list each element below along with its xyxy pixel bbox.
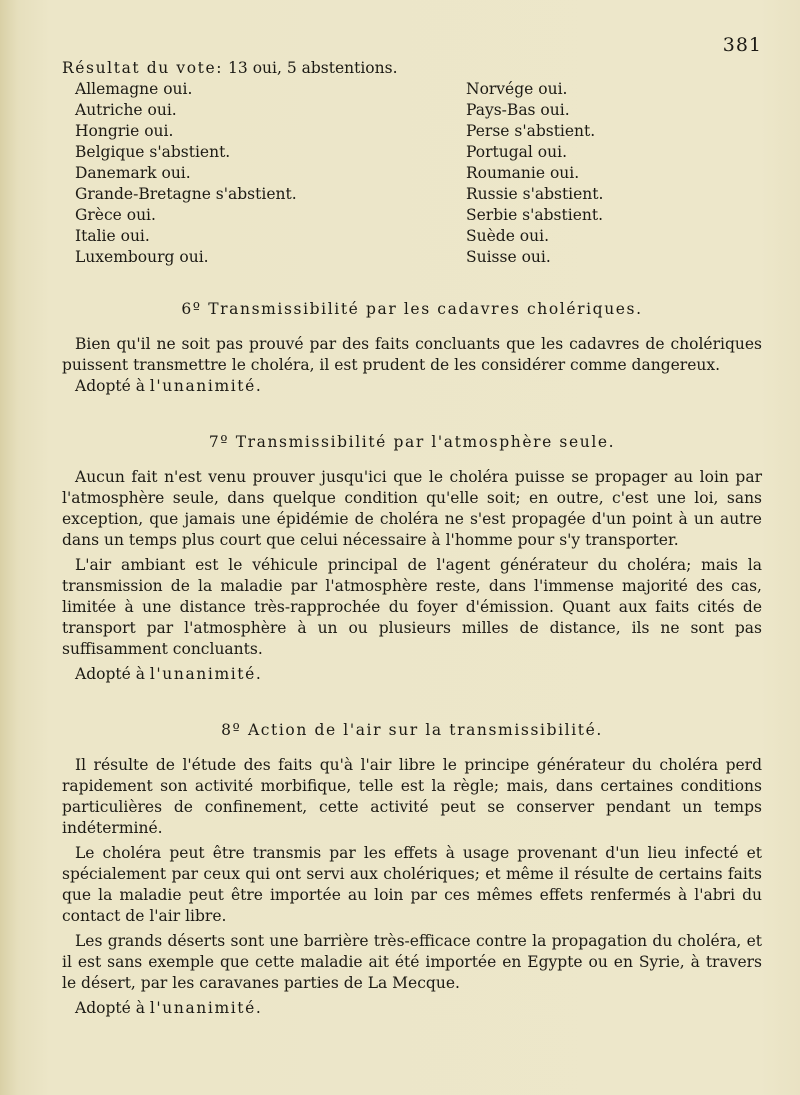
vote-entry: Danemark oui. [75, 164, 191, 182]
vote-entry: Suisse oui. [466, 248, 551, 266]
vote-entry: Pays-Bas oui. [466, 101, 570, 119]
adopted-unanimity: l'unanimité. [149, 665, 263, 683]
section-6-title: 6º Transmissibilité par les cadavres cholériques. [181, 300, 643, 318]
section-6-adopted [62, 376, 762, 397]
vote-entry: Portugal oui. [466, 143, 567, 161]
vote-list-left [62, 79, 466, 268]
vote-list-right [466, 79, 762, 268]
vote-result-header [62, 58, 762, 79]
vote-entry: Grèce oui. [75, 206, 156, 224]
vote-entry: Belgique s'abstient. [75, 143, 231, 161]
vote-entry: Russie s'abstient. [466, 185, 604, 203]
vote-entry: Autriche oui. [75, 101, 177, 119]
vote-entry: Suède oui. [466, 227, 549, 245]
vote-entry: Grande-Bretagne s'abstient. [75, 185, 297, 203]
document-body [62, 58, 762, 1019]
vote-entry: Roumanie oui. [466, 164, 580, 182]
section-8-paragraph-2: Le choléra peut être transmis par les effets à usage provenant d'un lieu infecté et spécialement par ceux qui ont servi aux cholériques; et même il résulte de certains faits que la maladie peut être importée au loin par ces mêmes effets renfermés à l'abri du contact de l'air libre. [62, 844, 762, 925]
adopted-unanimity: l'unanimité. [149, 999, 263, 1017]
vote-entry: Luxembourg oui. [75, 248, 209, 266]
vote-entry: Serbie s'abstient. [466, 206, 604, 224]
section-7-title: 7º Transmissibilité par l'atmosphère seule. [208, 433, 616, 451]
adopted-prefix: Adopté à [75, 999, 150, 1017]
adopted-prefix: Adopté à [75, 377, 150, 395]
section-8-title: 8º Action de l'air sur la transmissibilité. [221, 721, 603, 739]
section-7-adopted [62, 664, 762, 685]
page-number: 381 [722, 34, 762, 56]
vote-entry: Italie oui. [75, 227, 150, 245]
adopted-prefix: Adopté à [75, 665, 150, 683]
section-7-paragraph-1: Aucun fait n'est venu prouver jusqu'ici que le choléra puisse se propager au loin par l'atmosphère seule, dans quelque condition qu'elle soit; en outre, c'est une loi, sans exception, que jamais une épidémie de choléra ne s'est propagée d'un point à un autre dans un temps plus court que celui nécessaire à l'homme pour s'y transporter. [62, 468, 762, 549]
section-8-adopted [62, 998, 762, 1019]
vote-result-label: Résultat du vote: [62, 59, 224, 77]
vote-entry: Perse s'abstient. [466, 122, 596, 140]
section-8-paragraph-3: Les grands déserts sont une barrière très-efficace contre la propagation du choléra, et il est sans exemple que cette maladie ait été importée en Egypte ou en Syrie, à travers le désert, par les caravanes parties de La Mecque. [62, 932, 762, 992]
vote-entry: Norvége oui. [466, 80, 568, 98]
section-8-paragraph-1: Il résulte de l'étude des faits qu'à l'air libre le principe générateur du choléra perd rapidement son activité morbifique, telle est la règle; mais, dans certaines conditions particulières de confinement, cette activité peut se conserver pendant un temps indéterminé. [62, 756, 762, 837]
section-6-paragraph: Bien qu'il ne soit pas prouvé par des faits concluants que les cadavres de cholériques puissent transmettre le choléra, il est prudent de les considérer comme dangereux. [62, 335, 762, 374]
section-7-paragraph-2: L'air ambiant est le véhicule principal de l'agent générateur du choléra; mais la transmission de la maladie par l'atmosphère reste, dans l'immense majorité des cas, limitée à une distance très-rapprochée du foyer d'émission. Quant aux faits cités de transport par l'atmosphère à un ou plusieurs milles de distance, ils ne sont pas suffisamment concluants. [62, 556, 762, 658]
vote-list [62, 79, 762, 268]
adopted-unanimity: l'unanimité. [149, 377, 263, 395]
vote-entry: Allemagne oui. [75, 80, 193, 98]
vote-entry: Hongrie oui. [75, 122, 174, 140]
vote-result-count: 13 oui, 5 abstentions. [228, 59, 398, 77]
